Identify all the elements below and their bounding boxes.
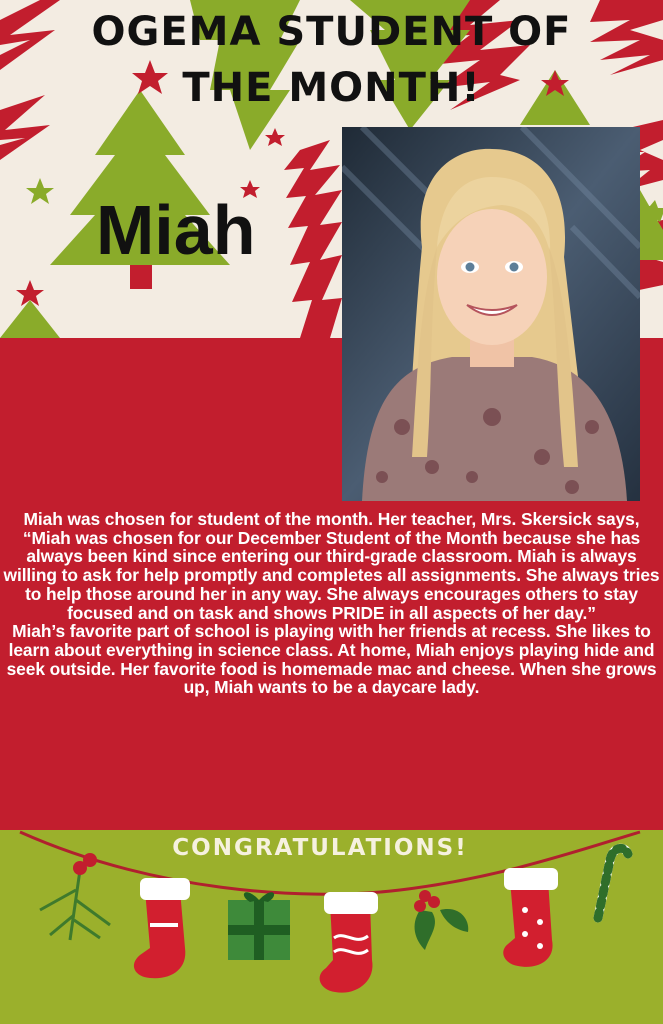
student-name: Miah (96, 191, 256, 269)
star-icon (26, 178, 54, 204)
congratulations-banner: CONGRATULATIONS! (172, 835, 468, 861)
christmas-tree-icon (0, 300, 60, 338)
stocking-icon (503, 868, 558, 967)
candy-cane-icon (598, 848, 628, 918)
pine-branch-icon (40, 853, 110, 940)
paragraph-favorites: Miah’s favorite part of school is playing with her friends at recess. She likes to learn about everything in science class. At home, Miah enjoys playing hide and seek outside. Her favorite food is homemade mac and cheese. When she grows up, Miah wants to be a daycare lady. (6, 621, 657, 698)
gift-icon (228, 892, 290, 960)
stocking-icon (320, 892, 378, 993)
ribbon-zigzag-icon (284, 140, 342, 338)
holly-icon (414, 890, 468, 950)
title-line-2: THE MONTH! (182, 65, 481, 111)
star-icon (265, 128, 285, 146)
student-photo (342, 127, 640, 501)
portrait-illustration (342, 127, 640, 501)
stocking-icon (134, 878, 190, 978)
paragraph-teacher-quote: Miah was chosen for student of the month. Her teacher, Mrs. Skersick says, “Miah was chosen for our December Student of the Month because she has always been kind since entering our third-grade classroom. Miah is always willing to ask for help promptly and completes all assignments. She always tries to help those around her in any way. She always encourages others to stay focused and on task and shows PRIDE in all aspects of her day.” (3, 509, 660, 623)
page-title (0, 6, 663, 114)
student-description (0, 510, 663, 697)
title-line-1: OGEMA STUDENT OF (91, 9, 572, 55)
holiday-garland (0, 830, 663, 1024)
